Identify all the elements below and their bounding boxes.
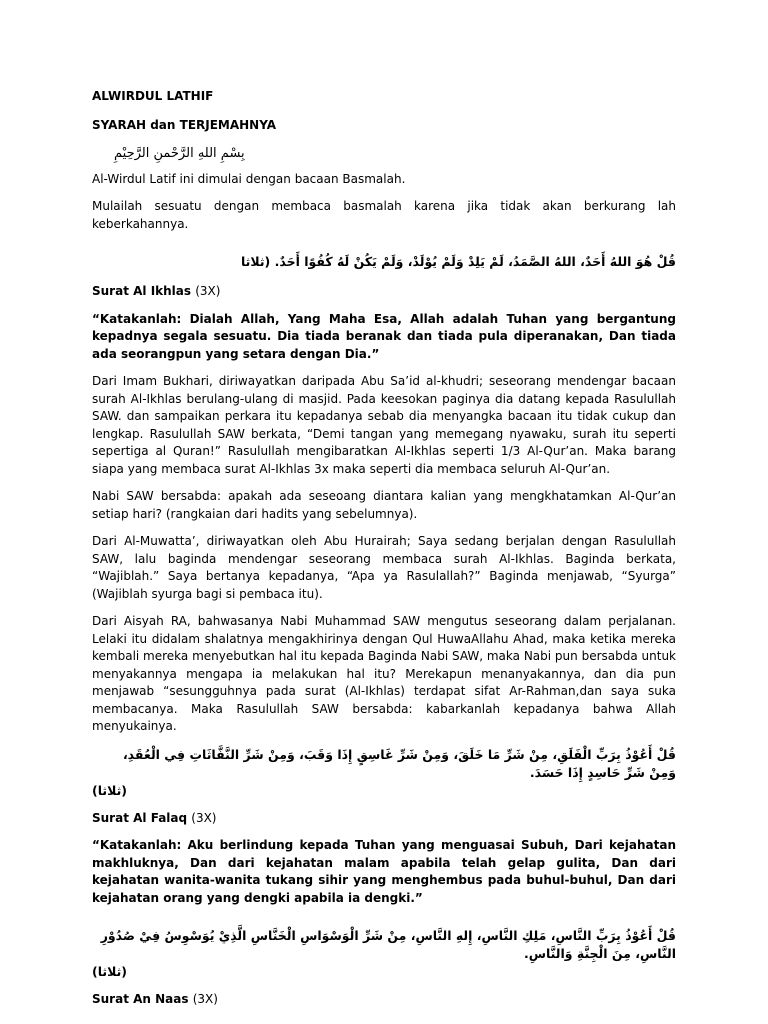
document-subtitle: SYARAH dan TERJEMAHNYA <box>92 117 277 132</box>
ikhlas-arabic-text: قُلْ هُوَ اللهُ أَحَدٌ، اللهُ الصَّمَدُ، لَمْ يَلِدْ وَلَمْ يُوْلَدْ، وَلَمْ يَكُنْ لَهُ كُفُوًا أَحَدٌ. (ثلاثا <box>240 254 676 269</box>
falaq-heading-name: Surat Al Falaq <box>92 810 192 825</box>
falaq-heading-count: (3X) <box>191 810 217 825</box>
ikhlas-heading <box>92 283 676 301</box>
naas-arabic-block <box>92 927 676 981</box>
naas-heading-name: Surat An Naas <box>92 992 193 1006</box>
naas-heading-count: (3X) <box>192 992 218 1006</box>
ikhlas-heading-count: (3X) <box>195 284 221 298</box>
intro-paragraph-2: Mulailah sesuatu dengan membaca basmalah karena jika tidak akan berkurang lah keberkahannya. <box>92 199 676 231</box>
naas-count-arabic: (ثلاثا) <box>92 964 127 979</box>
basmalah-arabic: بِسْمِ اللهِ الرَّحْمنِ الرَّحِيْمِ <box>114 146 245 161</box>
ikhlas-translation: “Katakanlah: Dialah Allah, Yang Maha Esa, Allah adalah Tuhan yang bergantung kepadnya segala sesuatu. Dia tiada beranak dan tiada pula diperanakan, Dan tiada ada seorangpun yang setara dengan Dia.” <box>92 311 676 361</box>
ikhlas-heading-name: Surat Al Ikhlas <box>92 284 196 298</box>
intro-paragraph-1: Al-Wirdul Latif ini dimulai dengan bacaan Basmalah. <box>92 171 406 186</box>
hadith-paragraph-4: Dari Aisyah RA, bahwasanya Nabi Muhammad SAW mengutus seseorang dalam perjalanan. Lelaki itu didalam shalatnya mengakhirinya dengan Qul HuwaAllahu Ahad, maka ketika mereka kembali mereka menyebutkan hal itu kepada Baginda Nabi SAW, maka Nabi pun bersabda untuk menyakannya mengapa ia melakukan hal itu? Merekapun menanyakannya, dan dia pun menjawab “sesungguhnya pada surat (Al-Ikhlas) terdapat sifat Ar-Rahman,dan saya suka membacanya. Maka Rasulullah SAW bersabda: kabarkanlah kepadanya bahwa Allah menyukainya. <box>92 614 676 733</box>
falaq-heading <box>92 810 676 828</box>
falaq-count-arabic: (ثلاثا) <box>92 782 127 798</box>
falaq-arabic-block <box>92 746 676 800</box>
document-page <box>92 88 676 1019</box>
hadith-paragraph-3: Dari Al-Muwatta’, diriwayatkan oleh Abu Hurairah; Saya sedang berjalan dengan Rasulullah SAW, lalu baginda mendengar seseorang membaca surah Al-Ikhlas. Baginda berkata, “Wajiblah.” Saya bertanya kepadanya, “Apa ya Rasulallah?” Baginda menjawab, “Syurga” (Wajiblah syurga bagi si pembaca itu). <box>92 534 676 601</box>
naas-arabic-text: قُلْ أَعُوْذُ بِرَبِّ النَّاسِ، مَلِكِ النَّاسِ، إِلهِ النَّاسِ، مِنْ شَرِّ الْوَسْوَاسِ الْخَنَّاسِ الَّذِيْ يُوَسْوِسُ فِيْ صُدُوْرِ النَّاسِ، مِنَ الْجِنَّةِ وَالنَّاسِ. <box>100 928 676 961</box>
hadith-paragraph-2: Nabi SAW bersabda: apakah ada seseoang diantara kalian yang mengkhatamkan Al-Qur’an setiap hari? (rangkaian dari hadits yang sebelumnya). <box>92 489 676 521</box>
falaq-translation: “Katakanlah: Aku berlindung kepada Tuhan yang menguasai Subuh, Dari kejahatan makhluknya, Dan dari kejahatan malam apabila telah gelap gulita, Dan dari kejahatan wanita-wanita tukang sihir yang menghembus pada buhul-buhul, Dan dari kejahatan orang yang dengki apabila ia dengki.” <box>92 838 676 905</box>
falaq-arabic-text: قُلْ أَعُوْذُ بِرَبِّ الْفَلَقِ، مِنْ شَرِّ مَا خَلَقَ، وَمِنْ شَرِّ غَاسِقٍ إِذَا وَقَبَ، وَمِنْ شَرِّ النَّفَّاثَاتِ فِي الْعُقَدِ، وَمِنْ شَرِّ حَاسِدٍ إِذَا حَسَدَ. <box>122 746 676 780</box>
document-title: ALWIRDUL LATHIF <box>92 89 214 103</box>
hadith-paragraph-1: Dari Imam Bukhari, diriwayatkan daripada Abu Sa’id al-khudri; seseorang mendengar bacaan surah Al-Ikhlas berulang-ulang di masjid. Pada keesokan paginya dia datang kepada Rasulullah SAW. dan sampaikan perkara itu kepadanya sebab dia menyangka bacaan itu tidak cukup dan lengkap. Rasulullah SAW berkata, “Demi tangan yang memegang nyawaku, surah itu seperti sepertiga al Quran!” Rasulullah mengibaratkan Al-Ikhlas seperti 1/3 Al-Qur’an. Maka barang siapa yang membaca surat Al-Ikhlas 3x maka seperti dia membaca seluruh Al-Qur’an. <box>92 374 676 476</box>
naas-heading <box>92 991 676 1009</box>
